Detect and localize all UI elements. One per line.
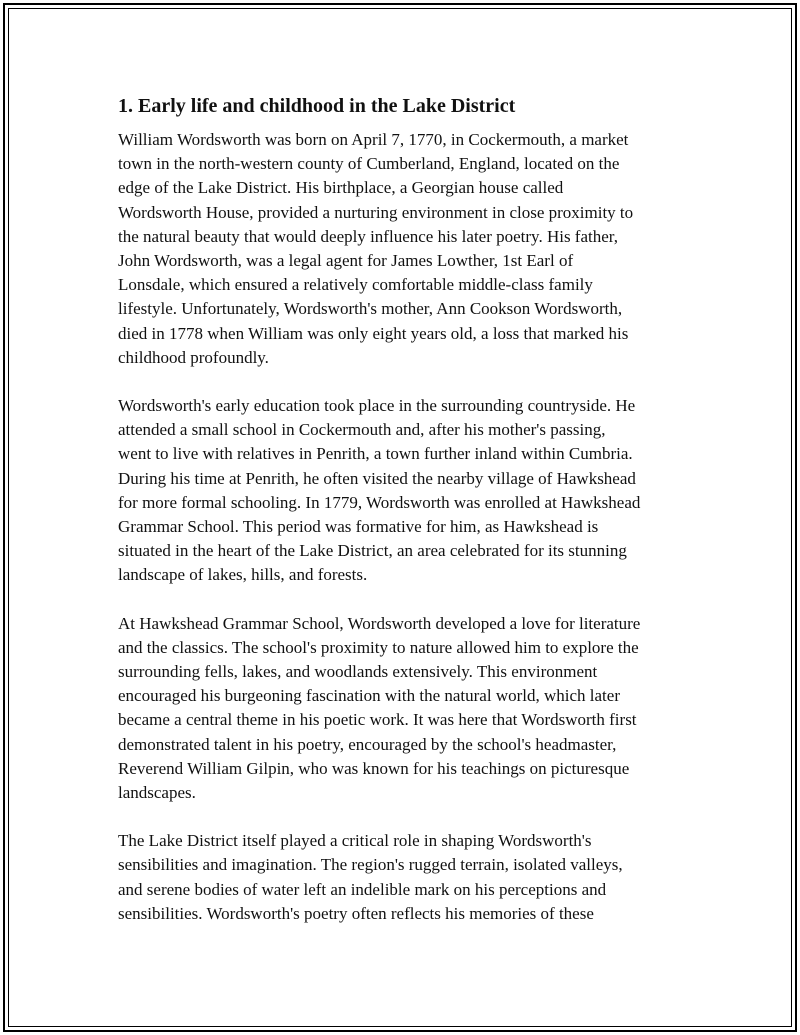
text-line: Grammar School. This period was formative for him, as Hawkshead is: [118, 517, 599, 537]
text-line: for more formal schooling. In 1779, Wordsworth was enrolled at Hawkshead: [118, 492, 641, 512]
text-line: At Hawkshead Grammar School, Wordsworth developed a love for literature: [118, 613, 641, 633]
text-line: attended a small school in Cockermouth and, after his mother's passing,: [118, 420, 606, 440]
text-line: encouraged his burgeoning fascination with the natural world, which later: [118, 686, 620, 706]
paragraph-3: [118, 612, 698, 806]
text-line: Wordsworth House, provided a nurturing environment in close proximity to: [118, 202, 634, 222]
text-line: Wordsworth's early education took place in the surrounding countryside. He: [118, 396, 636, 416]
text-line: town in the north-western county of Cumberland, England, located on the: [118, 154, 620, 174]
text-line: sensibilities and imagination. The region's rugged terrain, isolated valleys,: [118, 855, 623, 875]
text-line: situated in the heart of the Lake District, an area celebrated for its stunning: [118, 541, 627, 561]
text-line: Reverend William Gilpin, who was known for his teachings on picturesque: [118, 758, 630, 778]
paragraph-2: [118, 394, 698, 588]
section-heading: 1. Early life and childhood in the Lake District: [118, 95, 516, 117]
paragraph-1: [118, 128, 698, 370]
text-line: childhood profoundly.: [118, 347, 269, 367]
text-line: sensibilities. Wordsworth's poetry often reflects his memories of these: [118, 903, 594, 923]
document-body: [118, 94, 698, 950]
text-line: edge of the Lake District. His birthplace, a Georgian house called: [118, 178, 564, 198]
text-line: and the classics. The school's proximity to nature allowed him to explore the: [118, 637, 639, 657]
text-line: the natural beauty that would deeply influence his later poetry. His father,: [118, 226, 619, 246]
text-line: landscapes.: [118, 783, 196, 803]
text-line: became a central theme in his poetic work. It was here that Wordsworth first: [118, 710, 637, 730]
text-line: The Lake District itself played a critical role in shaping Wordsworth's: [118, 831, 592, 851]
text-line: surrounding fells, lakes, and woodlands extensively. This environment: [118, 662, 598, 682]
paragraph-4: [118, 829, 698, 926]
text-line: and serene bodies of water left an indelible mark on his perceptions and: [118, 879, 607, 899]
text-line: went to live with relatives in Penrith, a town further inland within Cumbria.: [118, 444, 633, 464]
text-line: During his time at Penrith, he often visited the nearby village of Hawkshead: [118, 468, 636, 488]
text-line: landscape of lakes, hills, and forests.: [118, 565, 368, 585]
text-line: demonstrated talent in his poetry, encouraged by the school's headmaster,: [118, 734, 617, 754]
text-line: Lonsdale, which ensured a relatively comfortable middle-class family: [118, 275, 593, 295]
text-line: John Wordsworth, was a legal agent for James Lowther, 1st Earl of: [118, 251, 574, 271]
text-line: died in 1778 when William was only eight years old, a loss that marked his: [118, 323, 629, 343]
text-line: lifestyle. Unfortunately, Wordsworth's mother, Ann Cookson Wordsworth,: [118, 299, 623, 319]
text-line: William Wordsworth was born on April 7, 1770, in Cockermouth, a market: [118, 130, 629, 149]
